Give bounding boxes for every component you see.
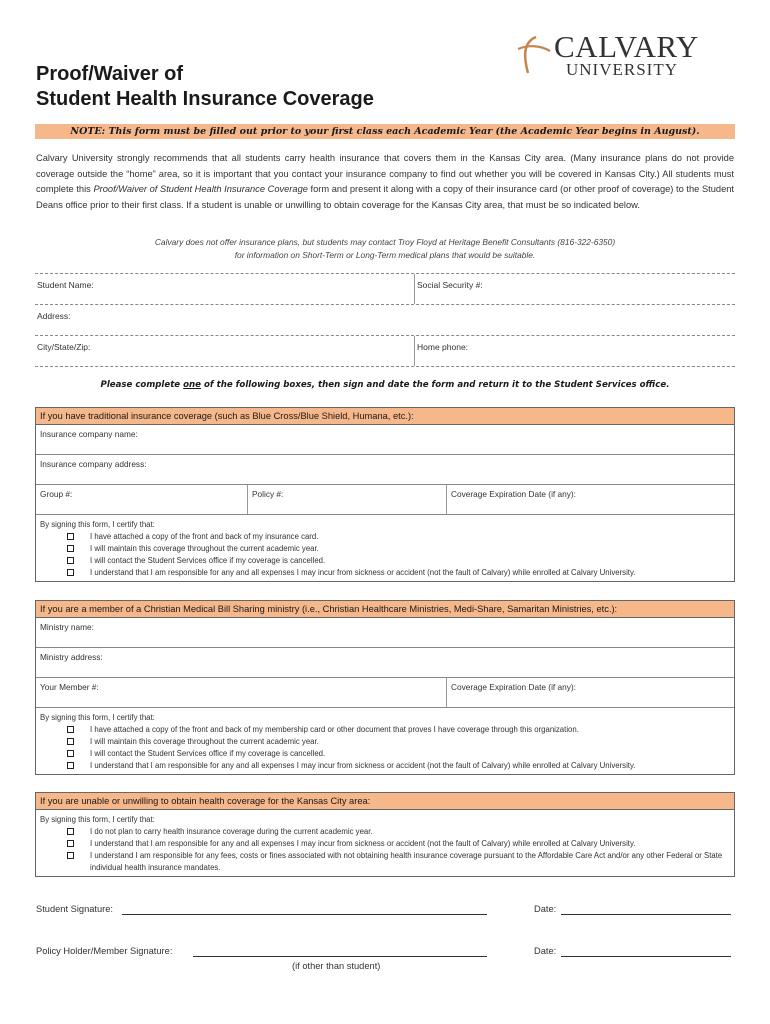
certify-item bbox=[64, 838, 730, 850]
certification-list bbox=[36, 515, 734, 581]
intro-paragraph bbox=[36, 151, 734, 213]
certify-text: I will contact the Student Services office if my coverage is cancelled. bbox=[90, 749, 326, 758]
checkbox[interactable] bbox=[67, 569, 74, 576]
certify-item bbox=[64, 760, 730, 772]
certify-item bbox=[64, 826, 730, 838]
insurance-company-name-field[interactable]: Insurance company name: bbox=[40, 429, 138, 439]
checkbox[interactable] bbox=[67, 726, 74, 733]
offer-line-2: for information on Short-Term or Long-Term medical plans that would be suitable. bbox=[234, 250, 536, 260]
certify-item bbox=[64, 543, 730, 555]
calvary-cross-icon bbox=[514, 33, 554, 77]
certify-text: I understand that I am responsible for any and all expenses I may incur from sickness or accident (not the fault of Calvary) while enrolled at Calvary University. bbox=[90, 761, 636, 770]
ministry-header: If you are a member of a Christian Medical Bill Sharing ministry (i.e., Christian Healthcare Ministries, Medi-Share, Samaritan Ministries, etc.): bbox=[36, 601, 734, 618]
certify-text: I will maintain this coverage throughout the current academic year. bbox=[90, 737, 319, 746]
city-row bbox=[35, 336, 735, 367]
checkbox[interactable] bbox=[67, 557, 74, 564]
checkbox[interactable] bbox=[67, 762, 74, 769]
ministry-name-row bbox=[36, 618, 734, 648]
certify-text: I do not plan to carry health insurance coverage during the current academic year. bbox=[90, 827, 373, 836]
certification-lead: By signing this form, I certify that: bbox=[40, 713, 155, 722]
intro-part-1: Calvary University strongly recommends that all students carry health insurance that covers them in the Kansas City area. (Many insurance plans do not provide coverage outside the “home” area, so it is important that you contact your insurance company to find out whether you will be covered in Kansas City.) All students must complete this bbox=[36, 153, 734, 194]
home-phone-field[interactable]: Home phone: bbox=[417, 342, 469, 352]
instructions-after: of the following boxes, then sign and date the form and return it to the Student Services office. bbox=[201, 380, 670, 390]
certify-text: I understand I am responsible for any fees, costs or fines associated with not obtaining health insurance coverage pursuant to the Affordable Care Act and/or any other Federal or State individual health insurance mandates. bbox=[90, 851, 723, 872]
policy-holder-signature-line[interactable] bbox=[193, 956, 487, 957]
checkbox[interactable] bbox=[67, 533, 74, 540]
student-name-field[interactable]: Student Name: bbox=[37, 280, 94, 290]
column-divider bbox=[414, 336, 415, 366]
checkbox[interactable] bbox=[67, 840, 74, 847]
ministry-address-field[interactable]: Ministry address: bbox=[40, 652, 103, 662]
traditional-insurance-box bbox=[35, 407, 735, 582]
certify-item bbox=[64, 555, 730, 567]
instructions-one: one bbox=[183, 380, 201, 390]
logo-text-calvary: CALVARY bbox=[554, 29, 699, 64]
insurance-offer-note bbox=[36, 236, 734, 262]
city-state-zip-field[interactable]: City/State/Zip: bbox=[37, 342, 91, 352]
group-number-field[interactable]: Group #: bbox=[40, 489, 73, 499]
checkbox[interactable] bbox=[67, 828, 74, 835]
certify-text: I have attached a copy of the front and back of my membership card or other document that proves I have coverage through this organization. bbox=[90, 725, 579, 734]
insurance-company-name-row bbox=[36, 425, 734, 455]
checkbox[interactable] bbox=[67, 852, 74, 859]
student-signature-line[interactable] bbox=[122, 914, 487, 915]
ministry-expiration-field[interactable]: Coverage Expiration Date (if any): bbox=[451, 682, 576, 692]
certification-lead: By signing this form, I certify that: bbox=[40, 815, 155, 824]
date-line-1[interactable] bbox=[561, 914, 731, 915]
policy-holder-signature-label: Policy Holder/Member Signature: bbox=[36, 946, 173, 956]
date-line-2[interactable] bbox=[561, 956, 731, 957]
certify-item bbox=[64, 736, 730, 748]
date-label-2: Date: bbox=[534, 946, 557, 956]
certify-text: I will maintain this coverage throughout the current academic year. bbox=[90, 544, 319, 553]
student-info-section bbox=[35, 273, 735, 367]
instructions-before: Please complete bbox=[100, 380, 184, 390]
column-divider bbox=[446, 485, 447, 514]
intro-part-2: form and present it along with a copy of their insurance card (or other proof of coverage) to the Student Deans office prior to their first class. If a student is unable or unwilling to obtain coverage for the Kansas City area, that must be so indicated below. bbox=[36, 184, 734, 210]
column-divider bbox=[414, 274, 415, 304]
date-label-1: Date: bbox=[534, 904, 557, 914]
certify-item bbox=[64, 531, 730, 543]
student-signature-label: Student Signature: bbox=[36, 904, 114, 914]
certify-text: I understand that I am responsible for any and all expenses I may incur from sickness or accident (not the fault of Calvary) while enrolled at Calvary University. bbox=[90, 839, 636, 848]
group-policy-row bbox=[36, 485, 734, 515]
certify-item bbox=[64, 748, 730, 760]
certify-item bbox=[64, 724, 730, 736]
ssn-field[interactable]: Social Security #: bbox=[417, 280, 483, 290]
student-name-row bbox=[35, 274, 735, 305]
insurance-company-address-field[interactable]: Insurance company address: bbox=[40, 459, 147, 469]
traditional-insurance-header: If you have traditional insurance coverage (such as Blue Cross/Blue Shield, Humana, etc.): bbox=[36, 408, 734, 425]
offer-line-1: Calvary does not offer insurance plans, but students may contact Troy Floyd at Heritage Benefit Consultants (816-322-6350) bbox=[154, 237, 616, 247]
certification-list bbox=[36, 810, 734, 876]
page-title bbox=[36, 62, 374, 112]
logo-text-university: UNIVERSITY bbox=[566, 60, 678, 79]
certification-list bbox=[36, 708, 734, 774]
certify-text: I will contact the Student Services office if my coverage is cancelled. bbox=[90, 556, 326, 565]
policy-number-field[interactable]: Policy #: bbox=[252, 489, 284, 499]
coverage-expiration-field[interactable]: Coverage Expiration Date (if any): bbox=[451, 489, 576, 499]
ministry-box bbox=[35, 600, 735, 775]
member-row bbox=[36, 678, 734, 708]
policy-holder-note: (if other than student) bbox=[292, 961, 381, 971]
certification-lead: By signing this form, I certify that: bbox=[40, 520, 155, 529]
certify-item bbox=[64, 850, 730, 874]
calvary-logo bbox=[514, 31, 714, 81]
checkbox[interactable] bbox=[67, 545, 74, 552]
column-divider bbox=[446, 678, 447, 707]
ministry-name-field[interactable]: Ministry name: bbox=[40, 622, 94, 632]
certify-item bbox=[64, 567, 730, 579]
title-line-2: Student Health Insurance Coverage bbox=[36, 88, 374, 110]
no-coverage-box bbox=[35, 792, 735, 877]
member-number-field[interactable]: Your Member #: bbox=[40, 682, 99, 692]
instructions bbox=[36, 380, 734, 390]
column-divider bbox=[247, 485, 248, 514]
intro-form-name: Proof/Waiver of Student Health Insurance Coverage bbox=[93, 184, 308, 194]
insurance-company-address-row bbox=[36, 455, 734, 485]
checkbox[interactable] bbox=[67, 738, 74, 745]
address-row bbox=[35, 305, 735, 336]
certify-text: I have attached a copy of the front and back of my insurance card. bbox=[90, 532, 319, 541]
title-line-1: Proof/Waiver of bbox=[36, 63, 184, 85]
checkbox[interactable] bbox=[67, 750, 74, 757]
address-field[interactable]: Address: bbox=[37, 311, 71, 321]
no-coverage-header: If you are unable or unwilling to obtain health coverage for the Kansas City area: bbox=[36, 793, 734, 810]
ministry-address-row bbox=[36, 648, 734, 678]
certify-text: I understand that I am responsible for any and all expenses I may incur from sickness or accident (not the fault of Calvary) while enrolled at Calvary University. bbox=[90, 568, 636, 577]
note-banner: NOTE: This form must be filled out prior to your first class each Academic Year (the Academic Year begins in August). bbox=[35, 124, 735, 139]
